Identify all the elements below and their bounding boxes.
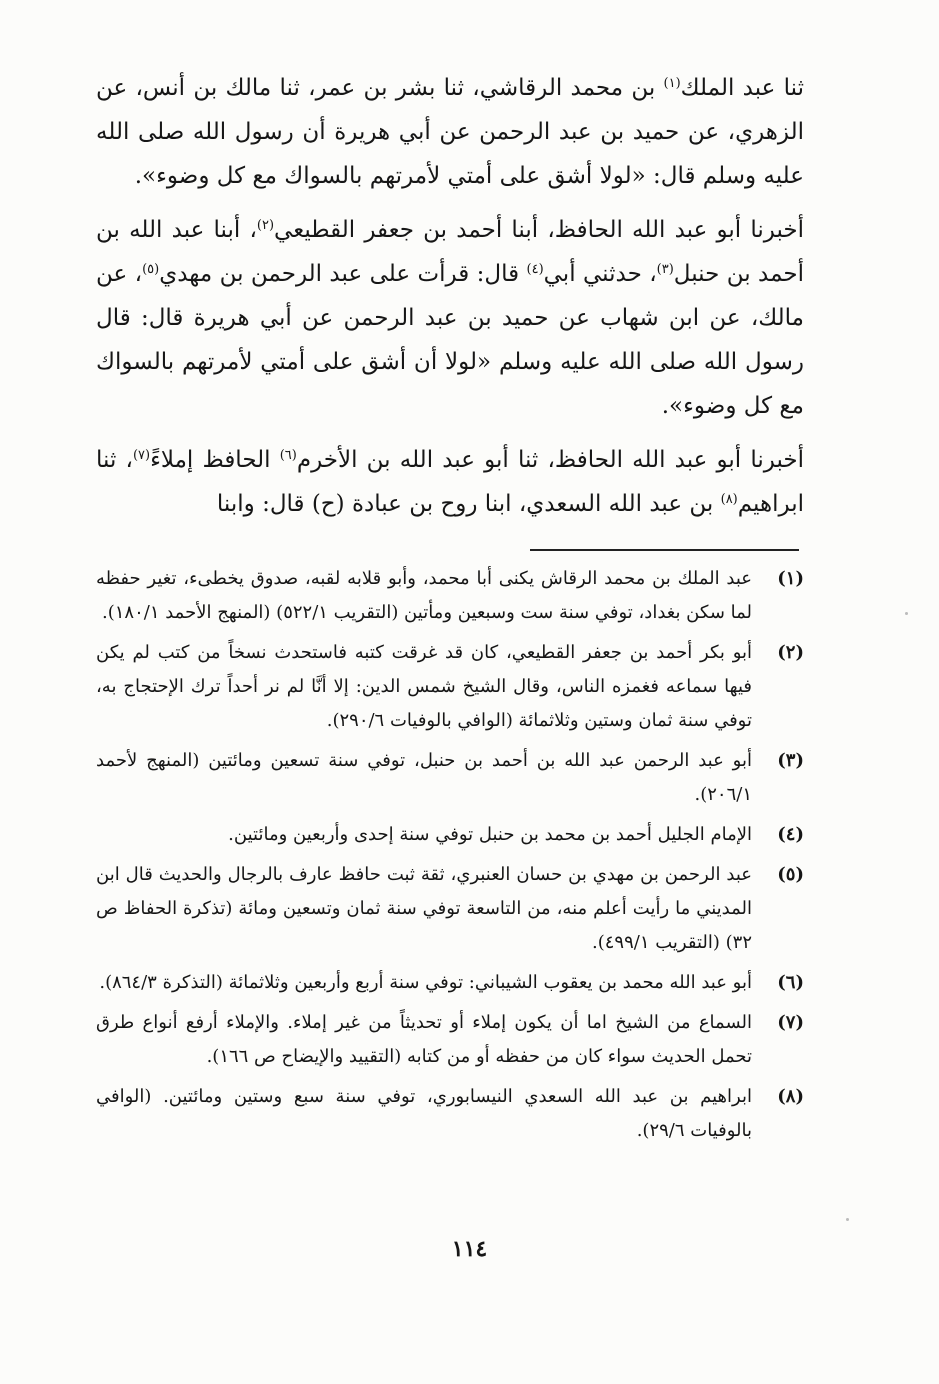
text-run: بن عبد الله السعدي، ابنا روح بن عبادة (ح) قال: وابنا: [216, 491, 721, 517]
text-run: أخبرنا أبو عبد الله الحافظ، أبنا أحمد بن جعفر القطيعي: [274, 217, 804, 243]
text-run: أخبرنا أبو عبد الله الحافظ، ثنا أبو عبد الله بن الأخرم: [296, 447, 804, 473]
footnote-number: (٥): [777, 864, 804, 885]
footnote: [96, 858, 804, 960]
footnote: [96, 562, 804, 630]
paragraph: [96, 66, 804, 198]
footnote-number: (٣): [777, 750, 804, 771]
footnote-marker: (٣): [656, 262, 674, 277]
page-number: ١١٤: [451, 1236, 488, 1262]
text-run: ، عن مالك، عن ابن شهاب عن حميد بن عبد الرحمن عن أبي هريرة قال: قال رسول الله صلى الله عليه وسلم «لولا أن أشق على أمتي لأمرتهم بالسواك مع كل وضوء».: [96, 261, 804, 419]
scan-speck: [846, 1218, 849, 1221]
footnote-text: الإمام الجليل أحمد بن محمد بن حنبل توفي سنة إحدى وأربعين ومائتين.: [228, 824, 752, 845]
text-run: قال: قرأت على عبد الرحمن بن مهدي: [159, 261, 527, 287]
paragraph: [96, 208, 804, 428]
footnote-divider: [530, 549, 799, 551]
footnote: [96, 636, 804, 738]
main-text: [96, 66, 804, 536]
footnote: [96, 744, 804, 812]
text-run: ، ثنا ابراهيم: [96, 447, 804, 517]
footnote-marker: (٨): [720, 492, 738, 507]
text-run: ثنا عبد الملك: [680, 75, 804, 101]
footnote-marker: (٢): [256, 218, 275, 233]
footnote-marker: (٧): [132, 448, 151, 463]
footnote-text: ابراهيم بن عبد الله السعدي النيسابوري، توفي سنة سبع وستين ومائتين. (الوافي بالوفيات ٢٩/٦).: [96, 1086, 752, 1141]
footnote: [96, 1080, 804, 1148]
footnote: [96, 818, 804, 852]
footnote-marker: (٥): [142, 262, 160, 277]
paragraph: [96, 438, 804, 526]
scan-speck: [905, 612, 908, 615]
footnote-text: أبو عبد الرحمن عبد الله بن أحمد بن حنبل، توفي سنة تسعين ومائتين (المنهج لأحمد ٢٠٦/١).: [96, 750, 752, 805]
footnote-number: (٦): [777, 972, 804, 993]
footnote-text: السماع من الشيخ اما أن يكون إملاء أو تحديثاً من غير إملاء. والإملاء أرفع أنواع طرق تحمل الحديث سواء كان من حفظه أو من كتابه (التقييد والإيضاح ص ١٦٦).: [96, 1012, 752, 1067]
footnote-number: (١): [777, 568, 804, 589]
text-run: ، أبنا عبد الله بن أحمد بن حنبل: [96, 217, 804, 287]
footnote-number: (٧): [777, 1012, 804, 1033]
footnote-marker: (١): [663, 76, 681, 91]
footnotes: [96, 562, 804, 1154]
text-run: بن محمد الرقاشي، ثنا بشر بن عمر، ثنا مالك بن أنس، عن الزهري، عن حميد بن عبد الرحمن عن أبي هريرة أن رسول الله صلى الله عليه وسلم قال: «لولا أشق على أمتي لأمرتهم بالسواك مع كل وضوء».: [96, 75, 804, 189]
footnote-text: أبو بكر أحمد بن جعفر القطيعي، كان قد غرقت كتبه فاستحدث نسخاً من كتب لم يكن فيها سماعه فغمزه الناس، وقال الشيخ شمس الدين: إلا أنَّا لم نر أحداً ترك الإحتجاج به، توفي سنة ثمان وستين وثلاثمائة (الوافي بالوفيات ٢٩٠/٦).: [96, 642, 752, 731]
footnote-marker: (٤): [526, 262, 544, 277]
footnote-number: (٤): [777, 824, 804, 845]
footnote-text: عبد الرحمن بن مهدي بن حسان العنبري، ثقة ثبت حافظ عارف بالرجال والحديث قال ابن المديني ما رأيت أعلم منه، من التاسعة توفي سنة ثمان وتسعين ومائة (تذكرة الحفاظ ص ٣٢) (التقريب ٤٩٩/١).: [96, 864, 752, 953]
text-run: ، حدثني أبي: [543, 261, 657, 287]
footnote: [96, 966, 804, 1000]
footnote-text: أبو عبد الله محمد بن يعقوب الشيباني: توفي سنة أربع وأربعين وثلاثمائة (التذكرة ٨٦٤/٣).: [99, 972, 752, 993]
footnote-number: (٢): [777, 642, 804, 663]
text-run: الحافظ إملاءً: [150, 447, 280, 473]
footnote-marker: (٦): [279, 448, 297, 463]
footnote-number: (٨): [777, 1086, 804, 1107]
footnote: [96, 1006, 804, 1074]
footnote-text: عبد الملك بن محمد الرقاش يكنى أبا محمد، وأبو قلابه لقبه، صدوق يخطىء، تغير حفظه لما سكن بغداد، توفي سنة ست وسبعين ومأتين (التقريب ٥٢٢/١) (المنهج الأحمد ١٨٠/١).: [96, 568, 752, 623]
